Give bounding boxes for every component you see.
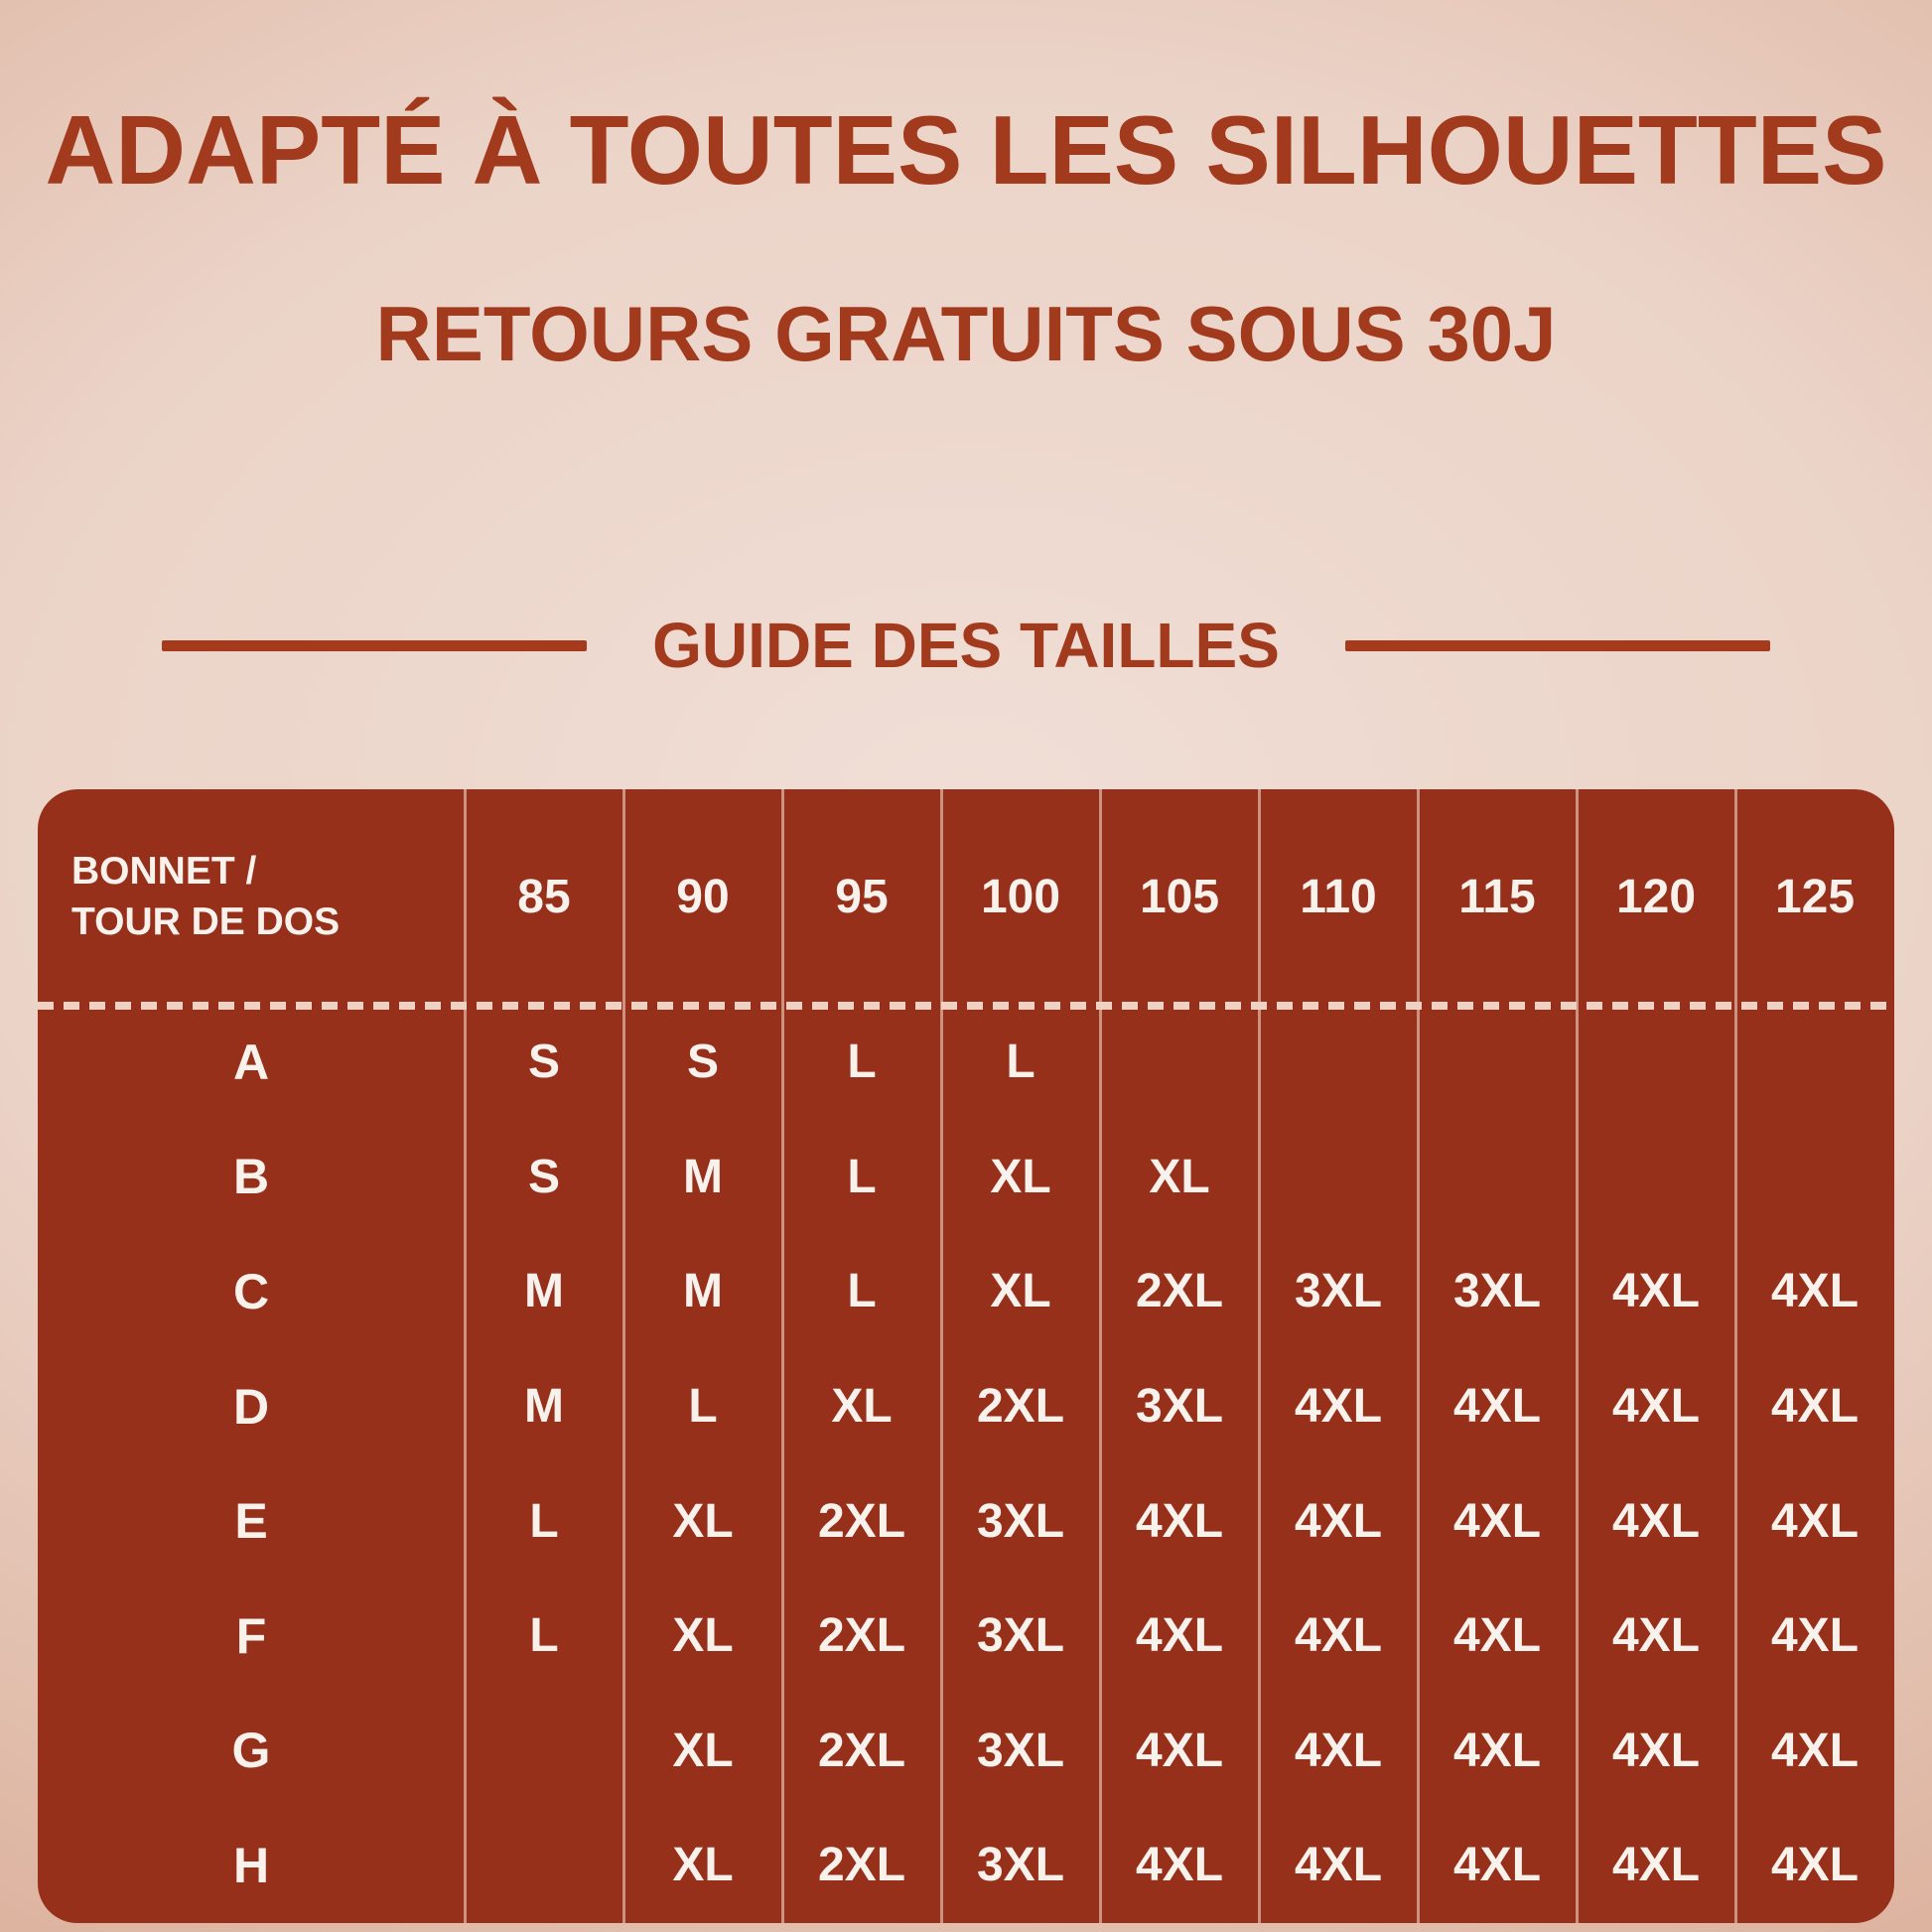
size-cell-E-115: 4XL: [1452, 1494, 1542, 1548]
left-rule-line: [162, 640, 587, 651]
size-cell-H-105: 4XL: [1135, 1839, 1224, 1892]
size-cell-A-90: S: [686, 1035, 719, 1089]
size-cell-H-100: 3XL: [976, 1839, 1065, 1892]
size-cell-G-110: 4XL: [1294, 1724, 1383, 1777]
size-cell-B-105: XL: [1149, 1150, 1210, 1203]
size-cell-B-120: [1577, 1120, 1735, 1235]
size-cell-E-85: L: [529, 1494, 559, 1548]
size-cell-C-125: 4XL: [1770, 1265, 1860, 1318]
size-cell-B-85: S: [527, 1150, 560, 1203]
size-cell-F-105: 4XL: [1135, 1609, 1224, 1663]
size-cell-A-125: [1735, 1005, 1894, 1120]
size-cell-D-115: 4XL: [1452, 1380, 1542, 1434]
size-cell-D-95: XL: [831, 1380, 893, 1434]
size-cell-B-100: XL: [990, 1150, 1051, 1203]
column-header-90: 90: [676, 871, 730, 923]
size-cell-C-105: 2XL: [1135, 1265, 1224, 1318]
column-header-95: 95: [835, 871, 889, 923]
size-cell-B-110: [1259, 1120, 1418, 1235]
column-header-120: 120: [1615, 871, 1697, 923]
size-cell-D-120: 4XL: [1611, 1380, 1701, 1434]
size-cell-C-110: 3XL: [1294, 1265, 1383, 1318]
row-label-A: A: [232, 1034, 270, 1090]
size-cell-F-110: 4XL: [1294, 1609, 1383, 1663]
size-cell-E-110: 4XL: [1294, 1494, 1383, 1548]
size-cell-E-105: 4XL: [1135, 1494, 1224, 1548]
table-grid: [38, 789, 1894, 1923]
size-cell-F-95: 2XL: [817, 1609, 906, 1663]
size-cell-B-125: [1735, 1120, 1894, 1235]
size-cell-A-85: S: [527, 1035, 560, 1089]
size-cell-H-90: XL: [672, 1839, 734, 1892]
size-cell-C-85: M: [524, 1265, 564, 1318]
size-cell-A-110: [1259, 1005, 1418, 1120]
row-label-F: F: [235, 1607, 267, 1664]
section-heading: [0, 596, 1932, 695]
size-cell-C-95: L: [847, 1265, 877, 1318]
size-cell-C-90: M: [683, 1265, 723, 1318]
corner-label-line1: BONNET /: [71, 849, 257, 893]
size-cell-A-105: [1100, 1005, 1259, 1120]
size-cell-D-110: 4XL: [1294, 1380, 1383, 1434]
corner-label-line2: TOUR DE DOS: [71, 899, 341, 943]
size-guide-table: [38, 789, 1894, 1923]
size-cell-F-115: 4XL: [1452, 1609, 1542, 1663]
size-cell-D-100: 2XL: [976, 1380, 1065, 1434]
size-cell-G-100: 3XL: [976, 1724, 1065, 1777]
size-cell-D-105: 3XL: [1135, 1380, 1224, 1434]
free-returns-subtitle: RETOURS GRATUITS SOUS 30J: [375, 290, 1557, 377]
size-cell-C-100: XL: [990, 1265, 1051, 1318]
size-cell-C-115: 3XL: [1452, 1265, 1542, 1318]
column-header-100: 100: [980, 871, 1061, 923]
size-cell-F-125: 4XL: [1770, 1609, 1860, 1663]
size-cell-H-110: 4XL: [1294, 1839, 1383, 1892]
size-cell-H-125: 4XL: [1770, 1839, 1860, 1892]
size-cell-H-115: 4XL: [1452, 1839, 1542, 1892]
size-cell-E-90: XL: [672, 1494, 734, 1548]
size-cell-E-100: 3XL: [976, 1494, 1065, 1548]
size-cell-G-120: 4XL: [1611, 1724, 1701, 1777]
size-cell-A-115: [1418, 1005, 1577, 1120]
column-header-85: 85: [517, 871, 571, 923]
size-cell-F-90: XL: [672, 1609, 734, 1663]
table-corner-label: [38, 789, 465, 1005]
size-cell-F-85: L: [529, 1609, 559, 1663]
row-label-E: E: [234, 1493, 268, 1550]
size-cell-B-95: L: [847, 1150, 877, 1203]
size-cell-B-90: M: [683, 1150, 723, 1203]
column-header-110: 110: [1300, 871, 1377, 923]
size-cell-G-125: 4XL: [1770, 1724, 1860, 1777]
column-header-105: 105: [1139, 871, 1220, 923]
size-cell-B-115: [1418, 1120, 1577, 1235]
size-cell-E-95: 2XL: [817, 1494, 906, 1548]
page-title: ADAPTÉ À TOUTES LES SILHOUETTES: [45, 95, 1887, 205]
size-cell-G-95: 2XL: [817, 1724, 906, 1777]
row-label-D: D: [232, 1378, 270, 1435]
row-label-B: B: [232, 1149, 270, 1205]
size-cell-D-125: 4XL: [1770, 1380, 1860, 1434]
size-cell-G-115: 4XL: [1452, 1724, 1542, 1777]
column-header-115: 115: [1458, 871, 1536, 923]
size-cell-E-120: 4XL: [1611, 1494, 1701, 1548]
size-cell-A-120: [1577, 1005, 1735, 1120]
size-cell-H-85: [465, 1808, 623, 1923]
size-cell-H-95: 2XL: [817, 1839, 906, 1892]
size-cell-E-125: 4XL: [1770, 1494, 1860, 1548]
size-cell-A-100: L: [1006, 1035, 1035, 1089]
column-header-125: 125: [1774, 871, 1856, 923]
size-cell-G-90: XL: [672, 1724, 734, 1777]
size-cell-F-120: 4XL: [1611, 1609, 1701, 1663]
size-cell-G-85: [465, 1694, 623, 1809]
row-label-G: G: [231, 1723, 271, 1779]
size-cell-C-120: 4XL: [1611, 1265, 1701, 1318]
size-cell-D-90: L: [688, 1380, 718, 1434]
row-label-C: C: [232, 1263, 270, 1319]
size-cell-H-120: 4XL: [1611, 1839, 1701, 1892]
row-label-H: H: [232, 1837, 270, 1893]
size-cell-F-100: 3XL: [976, 1609, 1065, 1663]
section-title: GUIDE DES TAILLES: [652, 610, 1280, 681]
right-rule-line: [1345, 640, 1770, 651]
size-cell-A-95: L: [847, 1035, 877, 1089]
size-cell-D-85: M: [524, 1380, 564, 1434]
size-cell-G-105: 4XL: [1135, 1724, 1224, 1777]
